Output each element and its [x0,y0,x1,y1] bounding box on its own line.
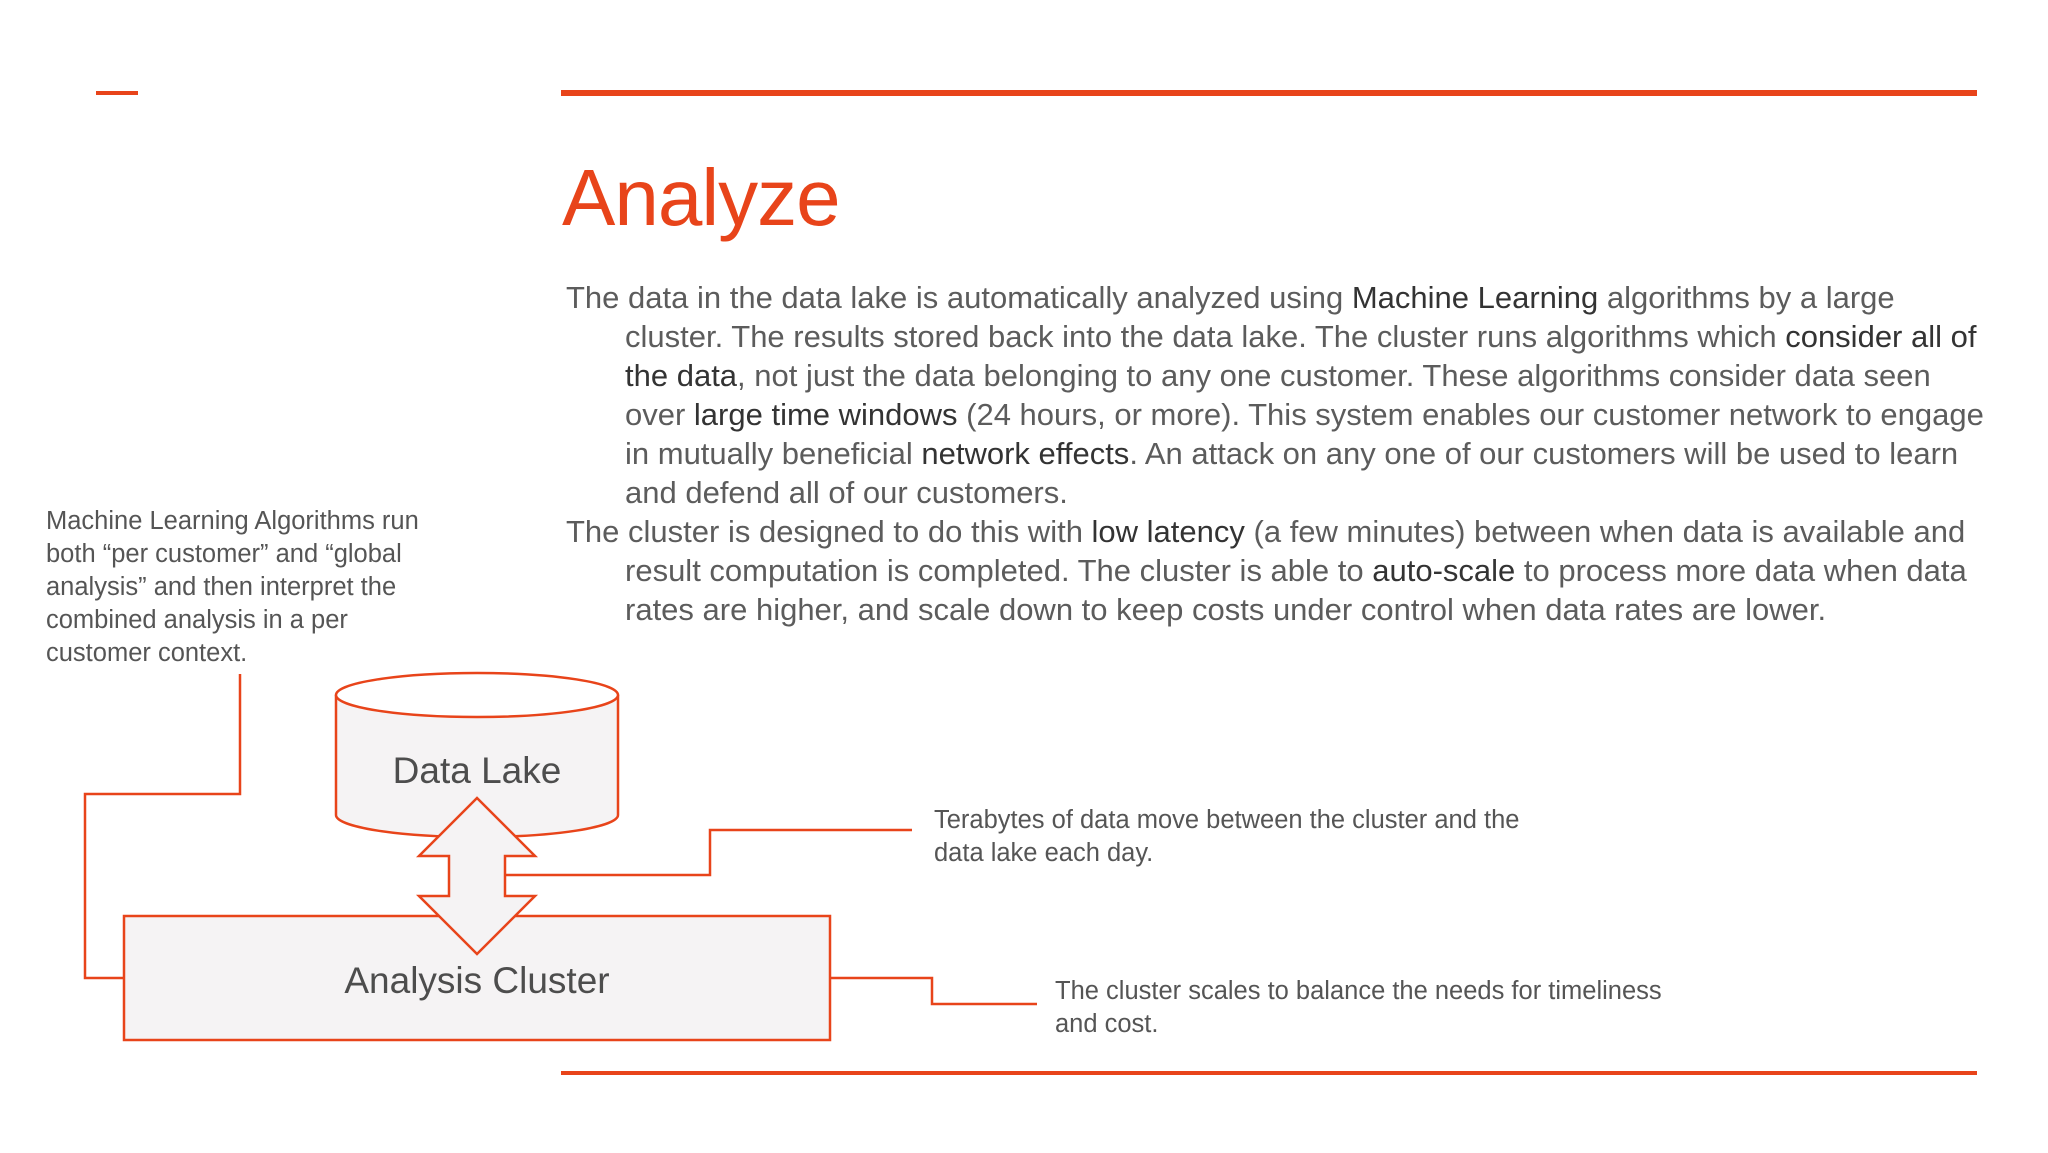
text-run: (24 hours, or more). This system enables our customer network to engage in mutually beneficial [625,397,1984,471]
ml-algorithms-note: Machine Learning Algorithms run both “per customer” and “global analysis” and then interpret the combined analysis in a per customer context. [46,507,419,667]
emphasis-low-latency: low latency [1091,514,1245,549]
text-run: algorithms by a large cluster. The results stored back into the data lake. The cluster runs algorithms which [625,280,1895,354]
emphasis-machine-learning: Machine Learning [1351,280,1599,315]
text-run: The data in the data lake is automatically analyzed using [566,280,1352,315]
terabytes-note: Terabytes of data move between the cluster and the data lake each day. [934,806,1520,867]
scaling-note: The cluster scales to balance the needs for timeliness and cost. [1055,977,1662,1038]
data-lake-label: Data Lake [392,750,562,791]
text-run: The cluster is designed to do this with [566,514,1092,549]
emphasis-auto-scale: auto-scale [1372,553,1516,588]
connector-scaling-note [829,978,1037,1004]
connector-terabytes-note [505,830,912,875]
data-lake-top [336,673,618,717]
text-run: . An attack on any one of our customers will be used to learn and defend all of our customers. [625,436,1959,510]
text-run: (a few minutes) between when data is available and result computation is completed. The cluster is able to [625,514,1966,588]
text-run: , not just the data belonging to any one customer. These algorithms consider data seen over [625,358,1931,432]
text-run: to process more data when data rates are higher, and scale down to keep costs under control when data rates are lower. [625,553,1967,627]
emphasis-large-time-windows: large time windows [693,397,958,432]
analysis-cluster-label: Analysis Cluster [344,960,610,1001]
emphasis-consider-all-data: consider all of the data [625,319,1977,393]
emphasis-network-effects: network effects [921,436,1130,471]
page-title: Analyze [562,153,840,242]
